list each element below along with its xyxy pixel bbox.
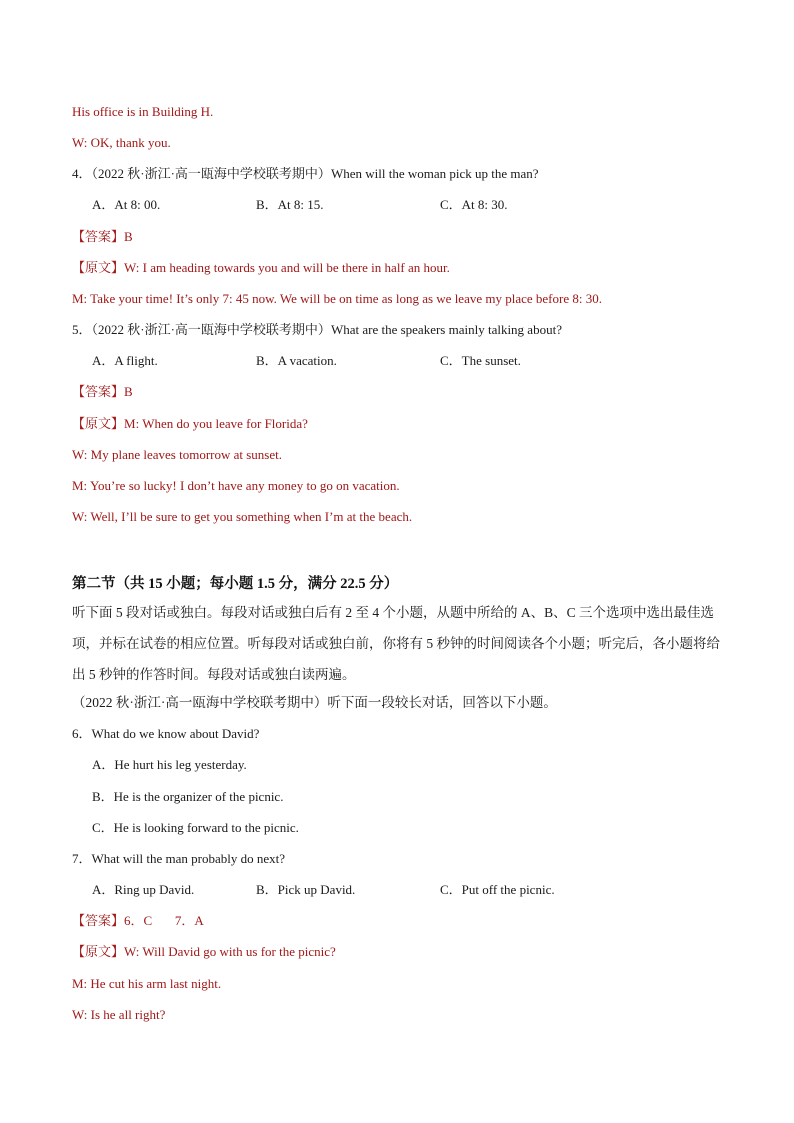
question-5 <box>72 322 562 338</box>
question-number: 7． <box>72 851 92 866</box>
transcript-line: M: You’re so lucky! I don’t have any money to go on vacation. <box>72 478 400 493</box>
answer-value: B <box>124 384 133 399</box>
transcript-line: M: He cut his arm last night. <box>72 976 222 991</box>
answer-tag: 【答案】 <box>72 384 125 399</box>
question-number: 5． <box>72 322 92 337</box>
section-heading: 第二节（共 15 小题；每小题 1.5 分，满分 22.5 分） <box>72 576 399 592</box>
question-source: （2022 秋·浙江·高一瓯海中学校联考期中） <box>91 166 331 181</box>
question-text: What will the man probably do next? <box>91 851 286 866</box>
option-b: B．He is the organizer of the picnic. <box>92 789 284 804</box>
transcript-line: 【原文】W: I am heading towards you and will be there in half an hour. <box>72 260 450 275</box>
transcript-tag: 【原文】 <box>72 416 125 431</box>
question-text: What are the speakers mainly talking about? <box>330 322 562 337</box>
question-6 <box>72 726 259 742</box>
transcript-line: W: Well, I’ll be sure to get you something when I’m at the beach. <box>72 509 413 524</box>
transcript-line: 【原文】M: When do you leave for Florida? <box>72 416 308 431</box>
transcript-tag: 【原文】 <box>72 260 125 275</box>
option-b: B．At 8: 15. <box>256 197 324 212</box>
question-source: （2022 秋·浙江·高一瓯海中学校联考期中） <box>91 322 331 337</box>
answer-line <box>72 384 133 400</box>
option-a: A．He hurt his leg yesterday. <box>92 757 247 772</box>
option-a: A．Ring up David. <box>92 882 195 897</box>
option-c: C．At 8: 30. <box>440 197 508 212</box>
option-c: C．The sunset. <box>440 353 521 368</box>
transcript-line: M: Take your time! It’s only 7: 45 now. We will be on time as long as we leave my place before 8: 30. <box>72 291 602 306</box>
transcript-line: W: OK, thank you. <box>72 135 171 150</box>
transcript-line: W: Is he all right? <box>72 1007 166 1022</box>
option-c: C．He is looking forward to the picnic. <box>92 820 299 835</box>
option-a: A．A flight. <box>92 353 158 368</box>
transcript-line: His office is in Building H. <box>72 104 214 119</box>
option-a: A．At 8: 00. <box>92 197 161 212</box>
answer-tag: 【答案】 <box>72 229 125 244</box>
question-text: What do we know about David? <box>91 726 260 741</box>
option-b: B．Pick up David. <box>256 882 356 897</box>
passage-source: （2022 秋·浙江·高一瓯海中学校联考期中）听下面一段较长对话，回答以下小题。 <box>72 695 557 710</box>
answer-line <box>72 913 204 929</box>
answer-tag: 【答案】 <box>72 913 125 928</box>
question-number: 6． <box>72 726 92 741</box>
question-4 <box>72 166 539 182</box>
transcript-line: 【原文】W: Will David go with us for the picnic? <box>72 944 336 959</box>
answer-line <box>72 229 133 245</box>
option-b: B．A vacation. <box>256 353 337 368</box>
answer-value: 6．C 7．A <box>124 913 204 928</box>
question-7 <box>72 851 285 867</box>
question-text: When will the woman pick up the man? <box>330 166 539 181</box>
transcript-tag: 【原文】 <box>72 944 125 959</box>
section-instructions: 听下面 5 段对话或独白。每段对话或独白后有 2 至 4 个小题，从题中所给的 A、B、C 三个选项中选出最佳选项，并标在试卷的相应位置。听每段对话或独白前，你将有 5 秒钟的时间阅读各个小题；听完后，各小题将给出 5 秒钟的作答时间。每段对话或独白读两遍。 <box>72 605 720 682</box>
answer-value: B <box>124 229 133 244</box>
question-number: 4． <box>72 166 92 181</box>
transcript-line: W: My plane leaves tomorrow at sunset. <box>72 447 282 462</box>
option-c: C．Put off the picnic. <box>440 882 555 897</box>
